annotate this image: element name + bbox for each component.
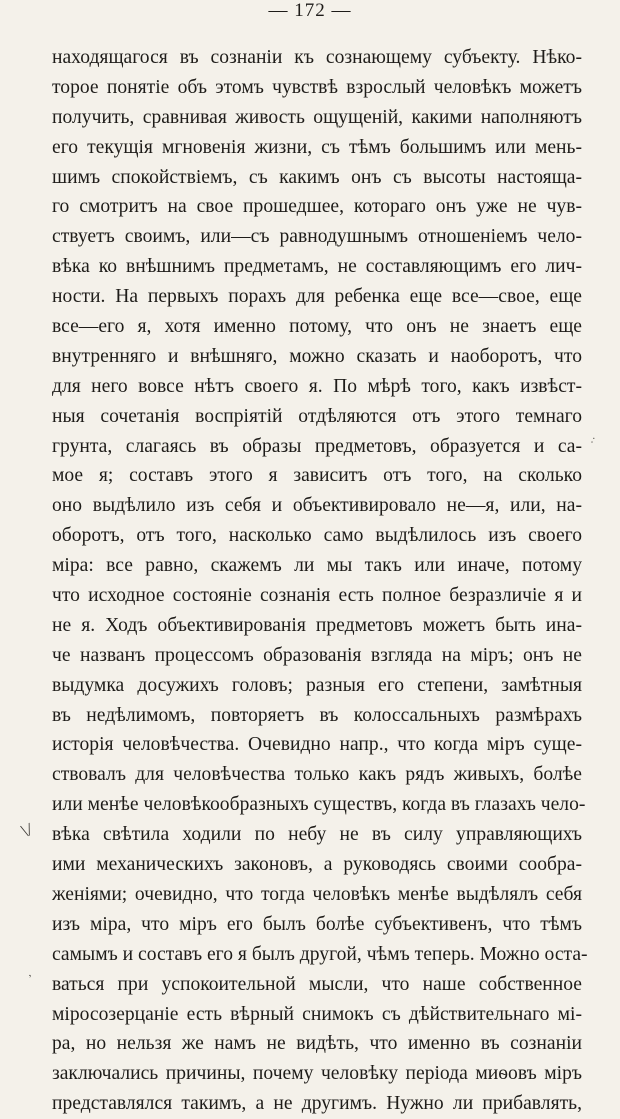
text-line: торое понятіе объ этомъ чувствѣ взрослый человѣкъ можетъ — [52, 76, 582, 98]
text-line: че названъ процессомъ образованія взгляда на міръ; онъ не — [52, 644, 582, 666]
text-line: самымъ и составъ его я былъ другой, чѣмъ теперь. Можно оста- — [52, 943, 588, 965]
text-line: ныя сочетанія воспріятій отдѣляются отъ этого темнаго — [52, 405, 582, 427]
text-line: ваться при успокоительной мысли, что наше собственное — [52, 973, 582, 995]
text-line: для него вовсе нѣтъ своего я. По мѣрѣ того, какъ извѣст- — [52, 375, 582, 397]
text-line: ствуетъ своимъ, или—съ равнодушнымъ отношеніемъ чело- — [52, 226, 582, 248]
text-line: оборотъ, отъ того, насколько само выдѣлилось изъ своего — [52, 525, 582, 547]
text-line: въ недѣлимомъ, повторяетъ въ колоссальныхъ размѣрахъ — [52, 704, 582, 726]
page-number: — 172 — — [268, 0, 352, 21]
text-line: получить, сравнивая живость ощущеній, какими наполняютъ — [52, 106, 582, 128]
margin-mark-bottom: , — [26, 967, 33, 980]
text-line: шимъ спокойствіемъ, съ какимъ онъ съ высоты настояща- — [52, 166, 582, 188]
text-line: мое я; составъ этого я зависитъ отъ того, на сколько — [52, 465, 582, 487]
text-line: представлялся такимъ, а не другимъ. Нужно ли прибавлять, — [52, 1093, 582, 1115]
text-line: го смотритъ на свое прошедшее, котораго онъ уже не чув- — [52, 196, 582, 218]
text-line: заключались причины, почему человѣку періода миѳовъ міръ — [52, 1063, 582, 1085]
text-line: не я. Ходъ объективированія предметовъ можетъ быть ина- — [52, 614, 582, 636]
text-line: ствовалъ для человѣчества только какъ рядъ живыхъ, болѣе — [52, 764, 582, 786]
text-line: его текущія мгновенія жизни, съ тѣмъ большимъ или мень- — [52, 136, 582, 158]
text-line: ности. На первыхъ порахъ для ребенка еще все—свое, еще — [52, 286, 582, 308]
text-line: оно выдѣлило изъ себя и объективировало не—я, или, на- — [52, 495, 582, 517]
text-line: міра: все равно, скажемъ ли мы такъ или иначе, потому — [52, 555, 582, 577]
margin-mark-right: .· — [588, 433, 598, 446]
text-line: внутренняго и внѣшняго, можно сказать и наоборотъ, что — [52, 345, 582, 367]
body-text — [52, 43, 588, 1119]
text-line: ра, но нельзя же намъ не видѣть, что именно въ сознаніи — [52, 1033, 582, 1055]
text-line: міросозерцаніе есть вѣрный снимокъ съ дѣйствительнаго мі- — [52, 1003, 582, 1025]
text-line: что исходное состояніе сознанія есть полное безразличіе я и — [52, 585, 582, 607]
text-line: изъ міра, что міръ его былъ болѣе субъективенъ, что тѣмъ — [52, 913, 582, 935]
text-line: находящагося въ сознаніи къ сознающему субъекту. Нѣко- — [52, 47, 582, 68]
text-line: ими механическихъ законовъ, а руководясь своими сообра- — [52, 854, 582, 876]
text-line: все—его я, хотя именно потому, что онъ не знаетъ еще — [52, 316, 582, 338]
margin-mark-left: \/ — [18, 818, 35, 842]
text-line: грунта, слагаясь въ образы предметовъ, образуется и са- — [52, 435, 582, 457]
text-line: женіями; очевидно, что тогда человѣкъ менѣе выдѣлялъ себя — [52, 883, 582, 905]
text-line: исторія человѣчества. Очевидно напр., что когда міръ суще- — [52, 734, 582, 756]
text-line: выдумка досужихъ головъ; разныя его степени, замѣтныя — [52, 674, 582, 696]
text-line: или менѣе человѣкообразныхъ существъ, когда въ глазахъ чело- — [52, 794, 586, 816]
text-line: вѣка ко внѣшнимъ предметамъ, не составляющимъ его лич- — [52, 256, 582, 278]
text-line: вѣка свѣтила ходили по небу не въ силу управляющихъ — [52, 824, 582, 846]
